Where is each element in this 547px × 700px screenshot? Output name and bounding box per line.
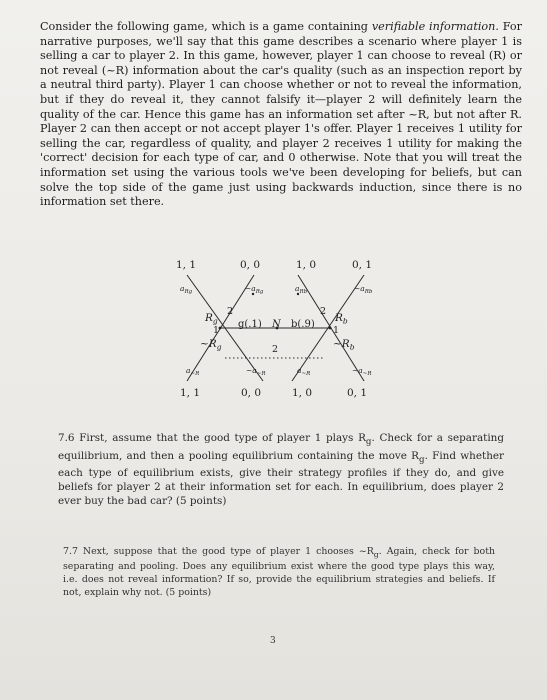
move-label-conceal-bad: $\sim R_b$: [333, 338, 355, 352]
action-label: $a_{\sim R}$: [186, 366, 200, 377]
action-label: $\sim a_{\sim R}$: [352, 366, 372, 377]
payoff-bottom-1: 1, 1: [179, 387, 201, 399]
move-label-reveal-good: $R_g$: [205, 312, 218, 326]
nature-label: N: [272, 319, 281, 330]
bad-type-probability: b(.9): [291, 319, 315, 330]
move-label-reveal-bad: $R_b$: [335, 312, 348, 326]
good-type-probability: g(.1): [238, 319, 262, 330]
action-label: $\sim a_{Rb}$: [354, 284, 373, 295]
payoff-top-2: 0, 0: [239, 259, 261, 271]
player1-label-bad: 1: [333, 325, 340, 336]
payoff-top-1: 1, 1: [175, 259, 197, 271]
intro-text-2: For narrative purposes, we'll say that this game describes a scenario where player 1 is selling a car to player 2. In this game, however, player 1 can choose to reveal (R) or not reveal (~R) information about the car's quality (such as an inspection report by a neutral third party). Player 1 can choose whether or not to reveal the information, but if they do reveal it, they cannot falsify it—player 2 will definitely learn the quality of the car. Hence this game has an information set after ~R, but not after R. Player 2 can then accept or not accept player 1's offer. Player 1 receives 1 utility for selling the car, regardless of quality, and player 2 receives 1 utility for making the 'correct' decision for each type of car, and 0 otherwise. Note that you will treat the information set using the various tools we've been developing for beliefs, but can solve the top side of the game just using backwards induction, since there is no information set there.: [40, 20, 522, 209]
question-7-6: 7.6 First, assume that the good type of player 1 plays $R_g$. Check for a separating equilibrium, and then a pooling equilibrium containing the move $R_g$. Find whether each type of equilibrium exists, give their strategy profiles if they do, and give beliefs for player 2 at their information set for each. In equilibrium, does player 2 ever buy the bad car? (5 points): [58, 432, 504, 507]
action-label: $a_{Rg}$: [180, 284, 193, 295]
player2-label-good: 2: [227, 306, 234, 317]
player2-node-good: [252, 293, 254, 295]
intro-text-1: Consider the following game, which is a game containing: [40, 20, 372, 33]
player1-label-good: 1: [213, 325, 220, 336]
payoff-bottom-4: 0, 1: [346, 387, 368, 399]
action-label: $\sim a_{\sim R}$: [246, 366, 266, 377]
question-7-7: 7.7 Next, suppose that the good type of player 1 chooses $\sim R_g$. Again, check for both separating and pooling. Does any equilibrium exist where the good type plays this way, i.e. does not reveal information? If so, provide the equilibrium strategies and beliefs. If not, explain why not. (5 points): [63, 546, 496, 598]
action-label: $a_{\sim R}$: [297, 366, 311, 377]
payoff-bottom-2: 0, 0: [240, 387, 262, 399]
player2-label-infoset: 2: [272, 344, 279, 355]
payoff-bottom-3: 1, 0: [291, 387, 313, 399]
player1-node-bad: [329, 327, 332, 330]
payoff-top-4: 0, 1: [351, 259, 373, 271]
intro-emphasis: verifiable information.: [371, 20, 499, 33]
move-label-conceal-good: $\sim R_g$: [200, 338, 222, 352]
action-label: $\sim a_{Rg}$: [245, 284, 264, 295]
player2-label-bad: 2: [320, 306, 327, 317]
payoff-top-3: 1, 0: [295, 259, 317, 271]
page-number: 3: [270, 636, 276, 646]
action-label: $a_{Rb}$: [295, 284, 308, 295]
